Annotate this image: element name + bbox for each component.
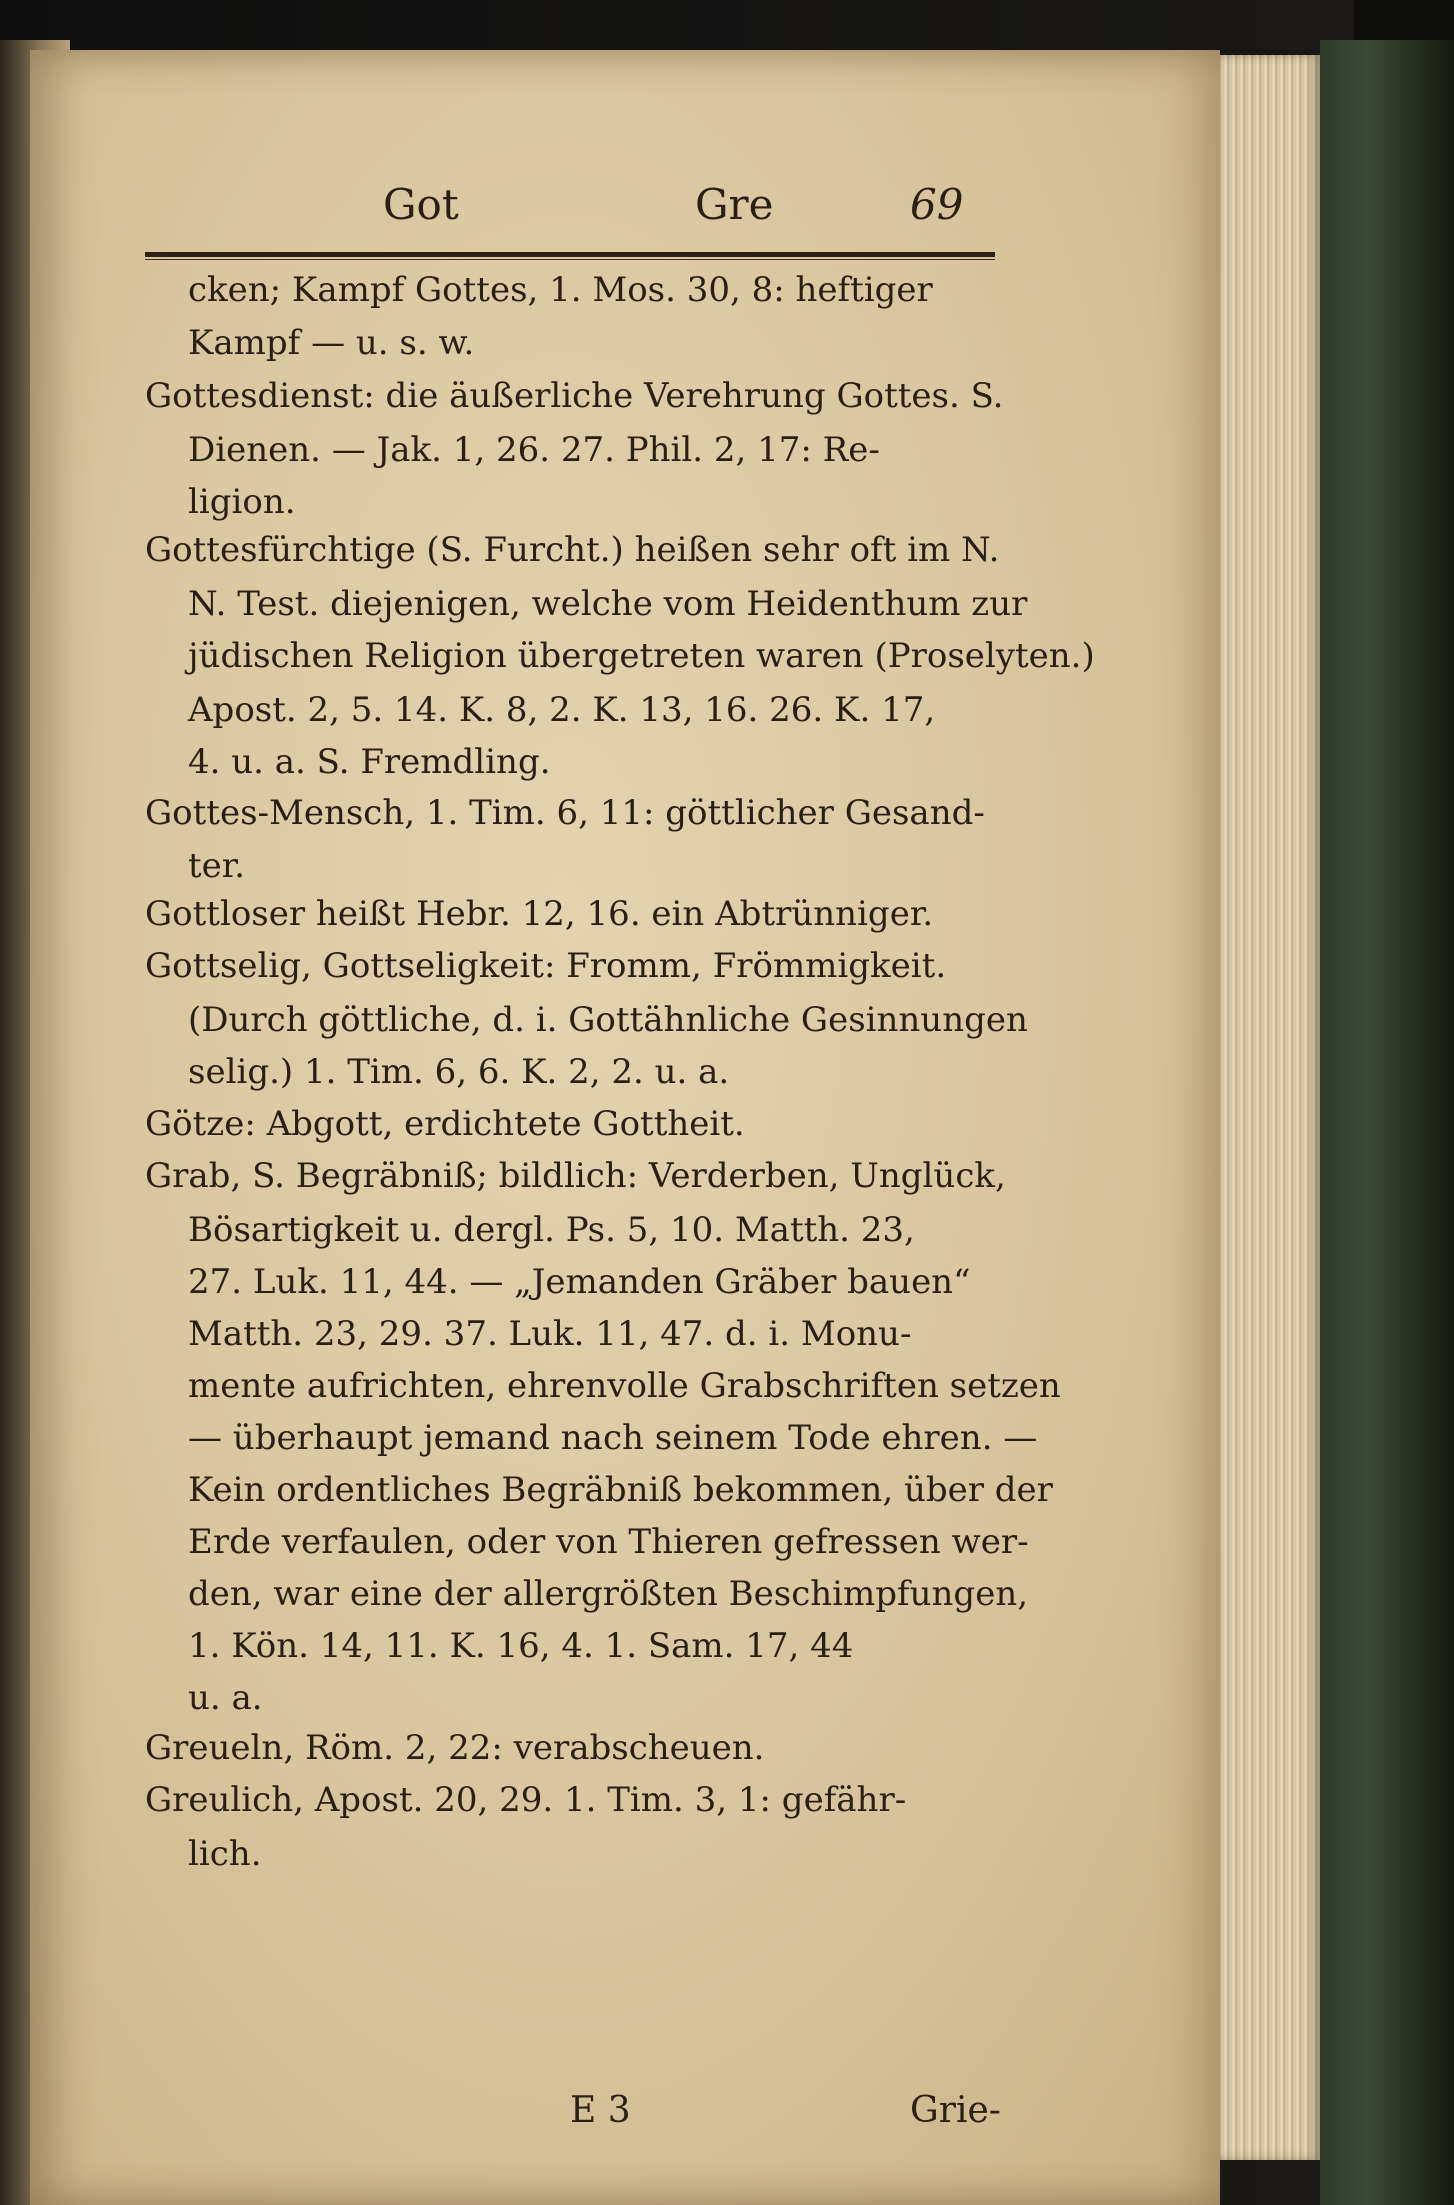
text-line: jüdischen Religion übergetreten waren (Proselyten.) xyxy=(188,636,1095,676)
text-line: (Durch göttliche, d. i. Gottähnliche Gesinnungen xyxy=(188,1000,1028,1040)
signature-mark: E 3 xyxy=(570,2090,631,2131)
text-line: 4. u. a. S. Fremdling. xyxy=(188,742,551,782)
entry-line: Götze: Abgott, erdichtete Gottheit. xyxy=(145,1104,745,1144)
text-line: Bösartigkeit u. dergl. Ps. 5, 10. Matth. 23, xyxy=(188,1210,915,1250)
entry-line: Gottesfürchtige (S. Furcht.) heißen sehr oft im N. xyxy=(145,530,1000,570)
text-line: Apost. 2, 5. 14. K. 8, 2. K. 13, 16. 26. K. 17, xyxy=(188,690,936,730)
entry-line: Grab, S. Begräbniß; bildlich: Verderben, Unglück, xyxy=(145,1156,1006,1196)
entry-line: Greulich, Apost. 20, 29. 1. Tim. 3, 1: gefähr- xyxy=(145,1780,907,1820)
header-rule xyxy=(145,252,995,257)
text-line: — überhaupt jemand nach seinem Tode ehren. — xyxy=(188,1418,1038,1458)
text-line: Erde verfaulen, oder von Thieren gefressen wer- xyxy=(188,1522,1029,1562)
text-line: Kein ordentliches Begräbniß bekommen, über der xyxy=(188,1470,1053,1510)
text-line: Dienen. — Jak. 1, 26. 27. Phil. 2, 17: Re- xyxy=(188,430,880,470)
entry-line: Greueln, Röm. 2, 22: verabscheuen. xyxy=(145,1728,765,1768)
text-line: 27. Luk. 11, 44. — „Jemanden Gräber bauen“ xyxy=(188,1262,971,1302)
text-line: ter. xyxy=(188,846,246,886)
text-line: u. a. xyxy=(188,1678,263,1718)
text-line: 1. Kön. 14, 11. K. 16, 4. 1. Sam. 17, 44 xyxy=(188,1626,854,1666)
page-number: 69 xyxy=(910,180,964,229)
book-cover-edge xyxy=(1320,40,1454,2205)
text-line: N. Test. diejenigen, welche vom Heidenthum zur xyxy=(188,584,1028,624)
text-line: Matth. 23, 29. 37. Luk. 11, 47. d. i. Monu- xyxy=(188,1314,912,1354)
page-stack-edge xyxy=(1215,55,1320,2160)
header-rule-thin xyxy=(145,259,995,260)
text-line: cken; Kampf Gottes, 1. Mos. 30, 8: heftiger xyxy=(188,270,933,310)
text-line: lich. xyxy=(188,1834,262,1874)
running-header xyxy=(155,180,995,250)
header-left-guide-word: Got xyxy=(383,180,459,229)
catchword: Grie- xyxy=(910,2090,1001,2131)
entry-line: Gottloser heißt Hebr. 12, 16. ein Abtrünniger. xyxy=(145,894,934,934)
text-line: selig.) 1. Tim. 6, 6. K. 2, 2. u. a. xyxy=(188,1052,730,1092)
text-line: den, war eine der allergrößten Beschimpfungen, xyxy=(188,1574,1029,1614)
text-line: Kampf — u. s. w. xyxy=(188,323,475,363)
entry-line: Gottselig, Gottseligkeit: Fromm, Frömmigkeit. xyxy=(145,946,947,986)
header-right-guide-word: Gre xyxy=(695,180,774,229)
text-line: mente aufrichten, ehrenvolle Grabschriften setzen xyxy=(188,1366,1061,1406)
text-line: ligion. xyxy=(188,482,296,522)
entry-line: Gottes-Mensch, 1. Tim. 6, 11: göttlicher Gesand- xyxy=(145,793,985,833)
entry-line: Gottesdienst: die äußerliche Verehrung Gottes. S. xyxy=(145,376,1004,416)
